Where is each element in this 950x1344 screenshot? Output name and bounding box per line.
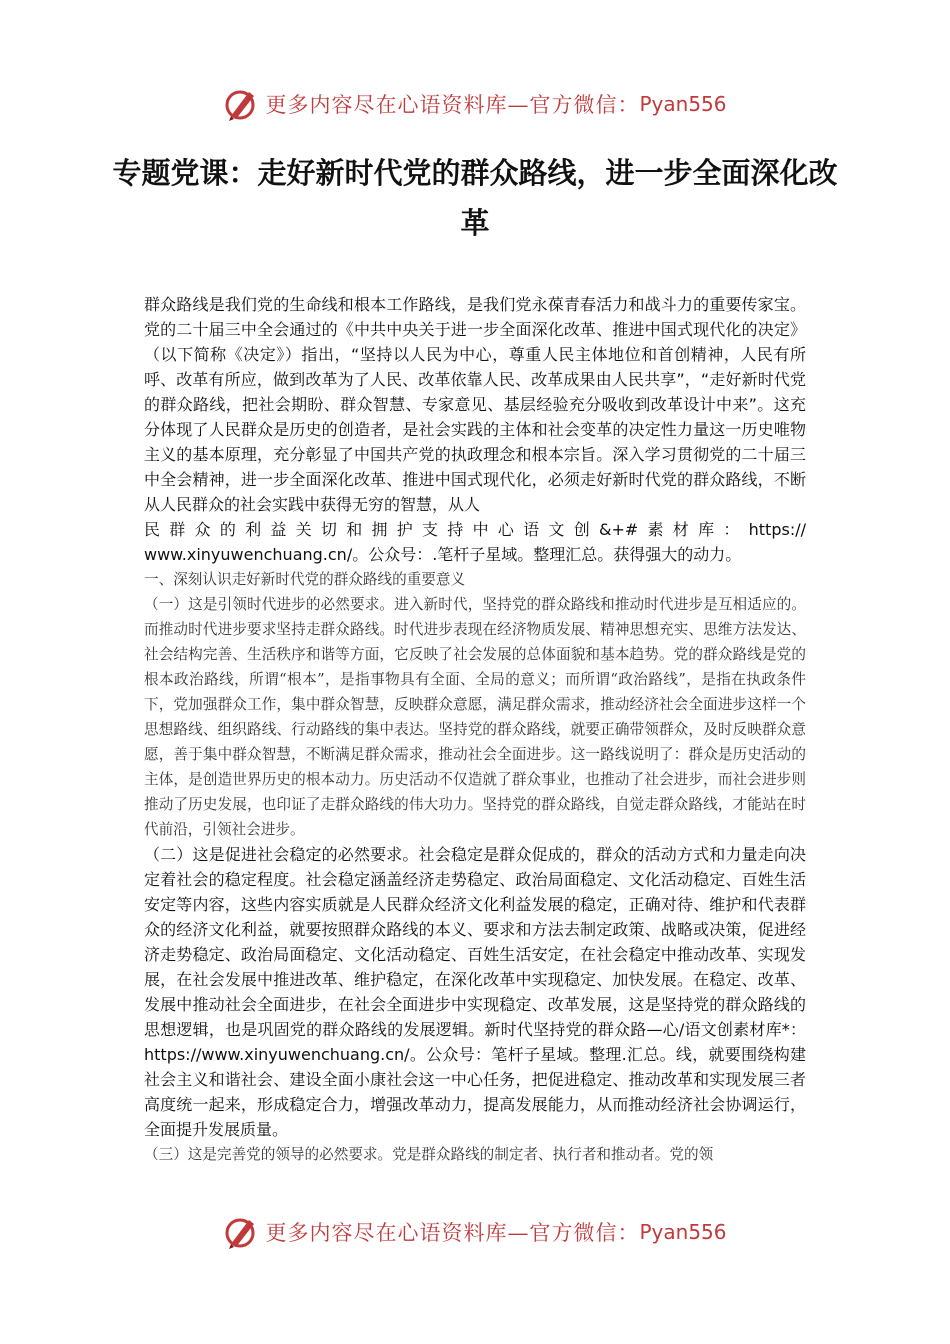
paragraph-point-1: （一）这是引领时代进步的必然要求。进入新时代，坚持党的群众路线和推动时代进步是互相适应的。而推动时代进步要求坚持走群众路线。时代进步表现在经济物质发展、精神思想充实、思维方法发达、社会结构完善、生活秩序和谐等方面，它反映了社会发展的总体面貌和基本趋势。党的群众路线是党的根本政治路线，所谓“根本”，是指事物具有全面、全局的意义；而所谓“政治路线”，是指在执政条件下，党加强群众工作，集中群众智慧，反映群众意愿，满足群众需求，推动经济社会全面进步这样一个思想路线、组织路线、行动路线的集中表达。坚持党的群众路线，就要正确带领群众，及时反映群众意愿，善于集中群众智慧，不断满足群众需求，推动社会全面进步。这一路线说明了：群众是历史活动的主体，是创造世界历史的根本动力。历史活动不仅造就了群众事业，也推动了社会进步，而社会进步则推动了历史发展，也印证了走群众路线的伟大功力。坚持党的群众路线，自觉走群众路线，才能站在时代前沿，引领社会进步。 — [144, 596, 806, 838]
section-heading-1: 一、深刻认识走好新时代党的群众路线的重要意义 — [144, 571, 466, 588]
document-title: 专题党课：走好新时代党的群众路线，进一步全面深化改革 — [112, 156, 838, 240]
paragraph-intro-spread-line: 民群众的利益关切和拥护支持中心语文创&+#素材库：https:// — [144, 520, 806, 539]
watermark-banner-top — [0, 82, 950, 126]
watermark-wechat-id: Pyan556 — [639, 1220, 727, 1244]
paragraph-intro: 群众路线是我们党的生命线和根本工作路线，是我们党永葆青春活力和战斗力的重要传家宝。党的二十届三中全会通过的《中共中央关于进一步全面深化改革、推进中国式现代化的决定》（以下简称《决定》）指出，“坚持以人民为中心，尊重人民主体地位和首创精神，人民有所呼、改革有所应，做到改革为了人民、改革依靠人民、改革成果由人民共享”，“走好新时代党的群众路线，把社会期盼、群众智慧、专家意见、基层经验充分吸收到改革设计中来”。这充分体现了人民群众是历史的创造者，是社会实践的主体和社会变革的决定性力量这一历史唯物主义的基本原理，充分彰显了中国共产党的执政理念和根本宗旨。深入学习贯彻党的二十届三中全会精神，进一步全面深化改革、推进中国式现代化，必须走好新时代党的群众路线，不断从人民群众的社会实践中获得无穷的智慧，从人 — [144, 295, 806, 514]
watermark-text: 更多内容尽在心语资料库—官方微信： — [265, 1221, 640, 1245]
watermark-banner-bottom — [0, 1210, 950, 1254]
paragraph-point-3: （三）这是完善党的领导的必然要求。党是群众路线的制定者、执行者和推动者。党的领 — [144, 1146, 714, 1163]
paragraph-intro-tail: www.xinyuwenchuang.cn/。公众号：.笔杆子星域。整理汇总。获得强大的动力。 — [144, 545, 742, 564]
watermark-text: 更多内容尽在心语资料库—官方微信： — [265, 93, 640, 117]
watermark-wechat-id: Pyan556 — [639, 92, 727, 116]
pen-logo-icon — [223, 1214, 259, 1250]
paragraph-point-2: （二）这是促进社会稳定的必然要求。社会稳定是群众促成的，群众的活动方式和力量走向决定着社会的稳定程度。社会稳定涵盖经济走势稳定、政治局面稳定、文化活动稳定、百姓生活安定等内容，这些内容实质就是人民群众经济文化利益发展的稳定，正确对待、维护和代表群众的经济文化利益，就要按照群众路线的本义、要求和方法去制定政策、战略或决策，促进经济走势稳定、政治局面稳定、文化活动稳定、百姓生活安定，在社会稳定中推动改革、实现发展，在社会发展中推进改革、维护稳定，在深化改革中实现稳定、加快发展。在稳定、改革、发展中推动社会全面进步，在社会全面进步中实现稳定、改革发展，这是坚持党的群众路线的思想逻辑，也是巩固党的群众路线的发展逻辑。新时代坚持党的群众路—心/语文创素材库*：https://www.xinyuwenchuang.cn/。公众号：笔杆子星域。整理.汇总。线，就要围绕构建社会主义和谐社会、建设全面小康社会这一中心任务，把促进稳定、推动改革和实现发展三者高度统一起来，形成稳定合力，增强改革动力，提高发展能力，从而推动经济社会协调运行，全面提升发展质量。 — [144, 845, 806, 1139]
pen-logo-icon — [223, 86, 259, 122]
document-body — [144, 292, 806, 1167]
